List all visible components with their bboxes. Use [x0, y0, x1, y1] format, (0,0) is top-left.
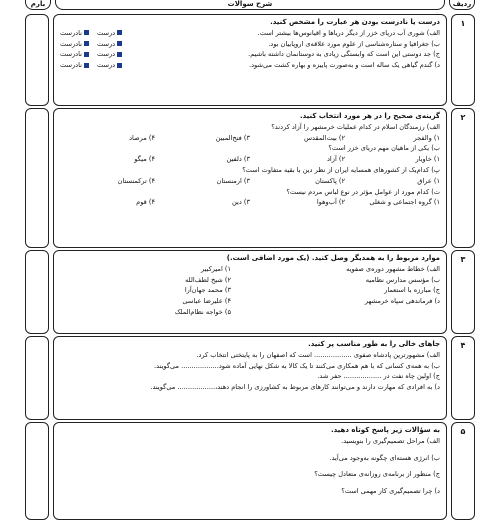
false-option[interactable]: نادرست [60, 49, 89, 60]
tf-options [60, 28, 122, 39]
mc-option[interactable]: ۳) دلفین [226, 155, 250, 164]
mc-option[interactable]: ۱) والفجر [413, 133, 440, 142]
mc-options [60, 133, 440, 144]
question-title: درست یا نادرست بودن هر عبارت را مشخص کنید. [270, 18, 440, 26]
score-cell [25, 250, 49, 334]
header-sharh: شرح سوالات [55, 0, 445, 10]
checkbox-icon[interactable] [84, 41, 89, 46]
question-number: ۴ [451, 336, 475, 420]
mc-options [60, 197, 440, 208]
question-1-row [25, 14, 475, 106]
match-right-item: ۵) خواجه نظام‌الملک [174, 307, 231, 316]
mc-question: پ) کدام‌یک از کشورهای همسایه ایران از نظر دین با بقیه متفاوت است؟ [242, 165, 440, 174]
score-cell [25, 14, 49, 106]
checkbox-icon[interactable] [117, 41, 122, 46]
short-answer-item: ج) منظور از برنامه‌ی روزانه‌ی متعادل چیست؟ [314, 470, 440, 479]
mc-option[interactable]: ۲) آب‌وهوا [316, 198, 345, 207]
mc-option[interactable]: ۳) دین [231, 198, 250, 207]
question-title: جاهای خالی را به طور مناسب پر کنید. [308, 340, 440, 348]
tf-item-text: ج) جد دوستی این است که وابستگی زیادی به دوستانمان داشته باشیم. [248, 50, 440, 59]
checkbox-icon[interactable] [84, 63, 89, 68]
match-row [60, 307, 440, 318]
true-option[interactable]: درست [97, 39, 122, 50]
true-option[interactable]: درست [97, 28, 122, 39]
checkbox-icon[interactable] [117, 30, 122, 35]
tf-item-text: ب) جغرافیا و ستاره‌شناسی از علوم مورد علاقه‌ی اروپاییان بود. [268, 39, 440, 48]
header-barom: بارم [25, 0, 51, 10]
mc-question: ب) یکی از ماهیان مهم دریای خزر است؟ [328, 144, 440, 153]
match-right-item: ۱) امیرکبیر [201, 264, 231, 273]
match-row [60, 275, 440, 286]
mc-question: الف) رزمندگان اسلام در کدام عملیات خرمشهر را آزاد کردند؟ [271, 122, 440, 131]
question-number: ۲ [451, 108, 475, 248]
question-3-row [25, 250, 475, 334]
mc-option[interactable]: ۳) فتح‌المبین [215, 133, 250, 142]
match-left-item: د) فرماندهی سپاه خرمشهر [364, 297, 440, 306]
fill-blank-item[interactable]: د) به افرادی که مهارت دارند و می‌توانند کارهای مربوط به کشاورزی را انجام دهند،.................. می‌گویند. [150, 383, 440, 392]
header-radif: ردیف [449, 0, 475, 10]
mc-options [60, 176, 440, 187]
mc-options [60, 154, 440, 165]
match-right-item: ۳) محمد جهان‌آرا [184, 286, 231, 295]
short-answer-item: الف) مراحل تصمیم‌گیری را بنویسید. [341, 436, 440, 445]
match-row [60, 285, 440, 296]
question-2-row [25, 108, 475, 248]
fill-blank-item[interactable]: الف) مشهورترین پادشاه صفوی .................. است که اصفهان را به پایتختی انتخاب کرد. [196, 350, 440, 359]
question-5-row [25, 422, 475, 520]
match-left-item: ج) مبارزه با استعمار [384, 286, 440, 295]
mc-option[interactable]: ۱) عراق [417, 176, 440, 185]
question-4-content [53, 336, 447, 420]
question-title: گزینه‌ی صحیح را در هر مورد انتخاب کنید. [299, 112, 440, 120]
mc-option[interactable]: ۳) ارمنستان [216, 176, 250, 185]
false-option[interactable]: نادرست [60, 28, 89, 39]
tf-item-text: د) گندم گیاهی یک ساله است و به‌صورت پاییزه و بهاره کشت می‌شود. [249, 61, 440, 70]
fill-blank-item[interactable]: ج) اولین چاه نفت در .................. حفر شد. [317, 372, 440, 381]
score-cell [25, 108, 49, 248]
match-left-item: ب) مؤسس مدارس نظامیه [365, 275, 440, 284]
false-option[interactable]: نادرست [60, 39, 89, 50]
mc-option[interactable]: ۱) گروه اجتماعی و شغلی [369, 198, 440, 207]
mc-option[interactable]: ۲) پاکستان [315, 176, 345, 185]
short-answer-item: د) چرا تصمیم‌گیری کار مهمی است؟ [341, 487, 440, 496]
tf-item [60, 28, 440, 39]
mc-option[interactable]: ۴) مرصاد [129, 133, 155, 142]
question-number: ۱ [451, 14, 475, 106]
score-cell [25, 422, 49, 520]
short-answer-item: ب) انرژی هسته‌ای چگونه به‌وجود می‌آید. [329, 453, 440, 462]
checkbox-icon[interactable] [117, 52, 122, 57]
question-number: ۳ [451, 250, 475, 334]
score-cell [25, 336, 49, 420]
mc-option[interactable]: ۱) خاویار [415, 155, 440, 164]
mc-option[interactable]: ۲) آزاد [327, 155, 345, 164]
tf-options [60, 49, 122, 60]
true-option[interactable]: درست [97, 60, 122, 71]
false-option[interactable]: نادرست [60, 60, 89, 71]
match-row [60, 296, 440, 307]
fill-blank-item[interactable]: ب) به همه‌ی کسانی که با هم همکاری می‌کنند تا یک کالا به شکل نهایی آماده شود.................. می‌گویند. [154, 361, 440, 370]
match-right-item: ۲) شیخ لطف‌الله [185, 275, 231, 284]
mc-option[interactable]: ۴) ترکمنستان [117, 176, 155, 185]
tf-options [60, 60, 122, 71]
mc-option[interactable]: ۴) میگو [134, 155, 155, 164]
match-row [60, 264, 440, 275]
question-4-row [25, 336, 475, 420]
question-3-content [53, 250, 447, 334]
question-5-content [53, 422, 447, 520]
match-right-item: ۴) علیرضا عباسی [182, 297, 231, 306]
mc-option[interactable]: ۴) قوم [136, 198, 155, 207]
table-header [25, 0, 475, 10]
checkbox-icon[interactable] [117, 63, 122, 68]
question-1-content [53, 14, 447, 106]
true-option[interactable]: درست [97, 49, 122, 60]
question-number: ۵ [451, 422, 475, 520]
mc-option[interactable]: ۲) بیت‌المقدس [303, 133, 345, 142]
tf-item [60, 49, 440, 60]
match-left-item: الف) خطاط مشهور دوره‌ی صفویه [346, 264, 440, 273]
mc-question: ت) کدام مورد از عوامل مؤثر در نوع لباس مردم نیست؟ [286, 187, 440, 196]
tf-item-text: الف) شوری آب دریای خزر از دیگر دریاها و اقیانوس‌ها بیشتر است. [257, 28, 440, 37]
question-title: به سؤالات زیر پاسخ کوتاه دهید. [330, 426, 440, 434]
tf-item [60, 39, 440, 50]
checkbox-icon[interactable] [84, 52, 89, 57]
checkbox-icon[interactable] [84, 30, 89, 35]
tf-options [60, 39, 122, 50]
question-2-content [53, 108, 447, 248]
question-title: موارد مربوط را به همدیگر وصل کنید. (یک مورد اضافی است.) [226, 254, 440, 262]
tf-item [60, 60, 440, 71]
